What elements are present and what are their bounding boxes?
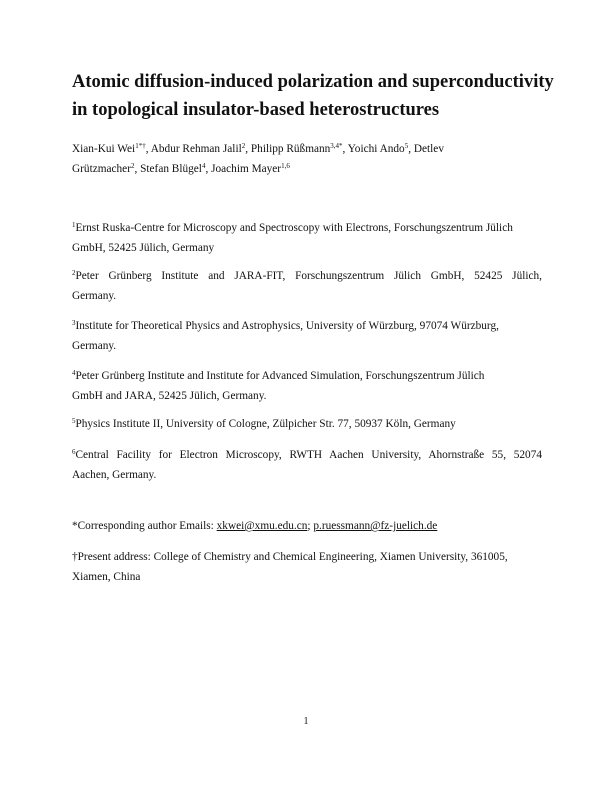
present-address bbox=[72, 547, 542, 587]
author-affiliation-marker: 4 bbox=[201, 162, 206, 170]
affiliation-text: Peter Grünberg Institute and JARA-FIT, Forschungszentrum Jülich GmbH, 52425 Jülich, bbox=[75, 270, 542, 282]
affiliation-text: Central Facility for Electron Microscopy, RWTH Aachen University, Ahornstraße 55, 52074 bbox=[75, 449, 542, 461]
author-list bbox=[72, 139, 542, 179]
affiliation-text: Peter Grünberg Institute and Institute for Advanced Simulation, Forschungszentrum Jülich bbox=[75, 370, 485, 382]
author-name: Abdur Rehman Jalil bbox=[150, 143, 242, 155]
author-affiliation-marker: 2 bbox=[130, 162, 135, 170]
affiliation-number: 6 bbox=[72, 448, 76, 456]
author-name: Xian-Kui Wei bbox=[72, 143, 136, 155]
affiliation-line bbox=[72, 366, 542, 386]
author-name: Stefan Blügel bbox=[140, 163, 202, 175]
affiliation-number: 5 bbox=[72, 417, 76, 425]
author-name-second-part: Grützmacher bbox=[72, 163, 131, 175]
author-affiliation-marker: 1,6 bbox=[281, 162, 290, 170]
affiliation-text: Aachen, Germany. bbox=[72, 469, 157, 481]
affiliation-text: GmbH, 52425 Jülich, Germany bbox=[72, 242, 215, 254]
affiliation-text: Ernst Ruska-Centre for Microscopy and Spectroscopy with Electrons, Forschungszentrum Jülich bbox=[75, 222, 513, 234]
affiliation-text: Germany. bbox=[72, 340, 117, 352]
affiliation-line bbox=[72, 238, 542, 258]
affiliation-line bbox=[72, 266, 542, 286]
affiliation-3 bbox=[72, 316, 542, 356]
email-separator: ; bbox=[307, 520, 314, 532]
affiliation-line bbox=[72, 316, 542, 336]
affiliation-line bbox=[72, 286, 542, 306]
affiliation-text: Physics Institute II, University of Cologne, Zülpicher Str. 77, 50937 Köln, Germany bbox=[75, 418, 456, 430]
author-affiliation-marker: 3,4* bbox=[330, 142, 343, 150]
affiliation-6 bbox=[72, 445, 542, 485]
affiliation-number: 3 bbox=[72, 319, 76, 327]
affiliation-line bbox=[72, 218, 542, 238]
affiliation-line bbox=[72, 465, 542, 485]
affiliation-line bbox=[72, 414, 542, 434]
title-line-2: in topological insulator-based heterostructures bbox=[72, 100, 440, 120]
affiliation-number: 4 bbox=[72, 369, 76, 377]
author-line-1: Xian-Kui Wei$^{1*\dagger}$, Abdur Rehman Jalil$^2$, Philipp Rüßmann$^{3,4*}$, Yoichi Ando$^5$, Detlev bbox=[72, 142, 444, 155]
affiliation-text: GmbH and JARA, 52425 Jülich, Germany. bbox=[72, 390, 267, 402]
affiliation-text: Germany. bbox=[72, 290, 117, 302]
affiliation-number: 2 bbox=[72, 269, 76, 277]
title-line-1: Atomic diffusion-induced polarization and superconductivity bbox=[72, 72, 554, 92]
corresponding-author bbox=[72, 516, 542, 536]
email-link-2[interactable]: p.ruessmann@fz-juelich.de bbox=[313, 520, 438, 532]
affiliation-line bbox=[72, 336, 542, 356]
author-name-first-part: Detlev bbox=[413, 143, 444, 155]
author-line-2: Grützmacher$^2$, Stefan Blügel$^4$, Joachim Mayer$^{1,6}$ bbox=[72, 162, 290, 175]
author-name: Yoichi Ando bbox=[347, 143, 405, 155]
corresponding-label: *Corresponding author Emails: bbox=[72, 520, 217, 532]
paper-title bbox=[72, 68, 552, 124]
affiliation-4 bbox=[72, 366, 542, 406]
author-name: Joachim Mayer bbox=[211, 163, 282, 175]
affiliation-5 bbox=[72, 414, 542, 434]
author-affiliation-marker: 5 bbox=[404, 142, 409, 150]
present-address-line-2: Xiamen, China bbox=[72, 571, 141, 583]
author-name: Philipp Rüßmann bbox=[250, 143, 331, 155]
affiliation-number: 1 bbox=[72, 221, 76, 229]
author-affiliation-marker: 2 bbox=[241, 142, 246, 150]
author-affiliation-marker: 1*† bbox=[135, 142, 146, 150]
affiliation-1 bbox=[72, 218, 542, 258]
present-address-line-1: †Present address: College of Chemistry and Chemical Engineering, Xiamen University, 361005, bbox=[72, 551, 508, 563]
corresponding-line bbox=[72, 516, 542, 536]
affiliation-text: Institute for Theoretical Physics and Astrophysics, University of Würzburg, 97074 Würzburg, bbox=[75, 320, 499, 332]
affiliation-2 bbox=[72, 266, 542, 306]
email-link-1[interactable]: xkwei@xmu.edu.cn bbox=[216, 520, 308, 532]
affiliation-line bbox=[72, 386, 542, 406]
affiliation-line bbox=[72, 445, 542, 465]
page-number: 1 bbox=[303, 716, 309, 727]
